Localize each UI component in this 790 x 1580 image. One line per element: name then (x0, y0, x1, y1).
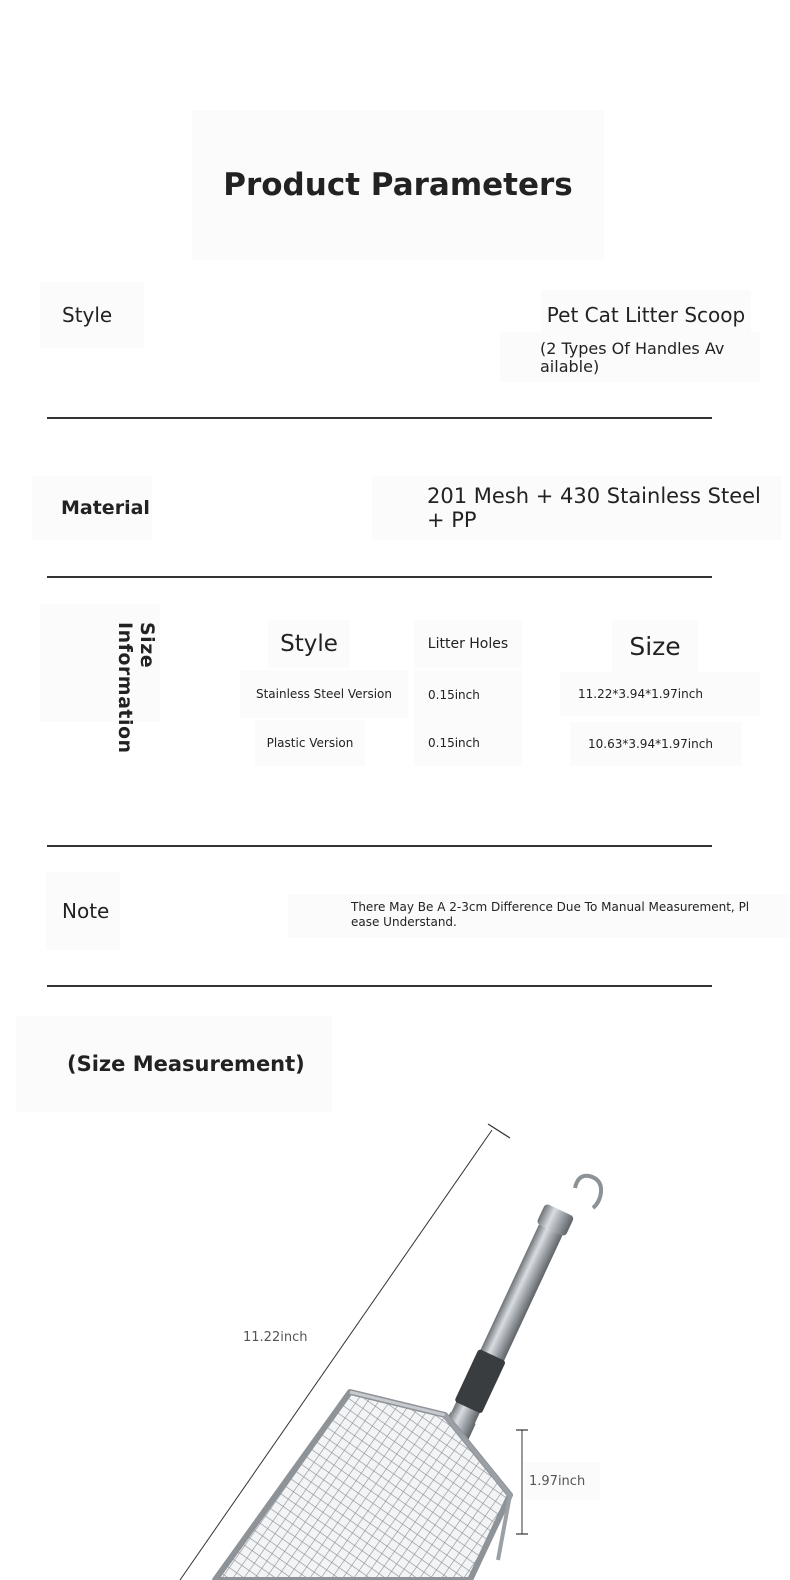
length-measurement-label: 11.22inch (243, 1330, 308, 1345)
size-table-row-2-holes: 0.15inch (414, 720, 522, 766)
note-label: Note (46, 872, 120, 950)
size-table-row-1-size: 11.22*3.94*1.97inch (560, 672, 760, 716)
size-table-header-holes: Litter Holes (414, 620, 522, 668)
style-note-box (500, 332, 760, 382)
note-value-box (288, 894, 788, 938)
size-table-row-2-size: 10.63*3.94*1.97inch (570, 722, 742, 766)
litter-scoop-illustration (0, 1110, 790, 1580)
page-title: Product Parameters (192, 110, 604, 260)
style-label: Style (40, 282, 144, 348)
scoop-handle (436, 1176, 601, 1451)
height-measurement-label: 1.97inch (524, 1462, 600, 1500)
style-value: Pet Cat Litter Scoop (541, 290, 751, 340)
note-value-line-1: There May Be A 2-3cm Difference Due To Manual Measurement, Pl (351, 900, 750, 914)
divider-2 (47, 576, 712, 578)
size-table-row-1-style: Stainless Steel Version (240, 670, 408, 718)
divider-3 (47, 845, 712, 847)
size-table-row-1-holes: 0.15inch (414, 670, 522, 720)
size-table-header-style: Style (268, 620, 350, 668)
size-measurement-heading: (Size Measurement) (16, 1016, 332, 1112)
size-info-label: Size Information (114, 622, 158, 754)
size-table-header-size: Size (612, 620, 698, 672)
size-table-row-2-style: Plastic Version (255, 720, 365, 766)
style-note-line-2: ailable) (540, 357, 600, 376)
style-note-line-1: (2 Types Of Handles Av (540, 339, 725, 358)
note-value-line-2: ease Understand. (351, 915, 457, 929)
divider-4 (47, 985, 712, 987)
divider-1 (47, 417, 712, 419)
material-value: 201 Mesh + 430 Stainless Steel + PP (372, 476, 782, 540)
material-label: Material (32, 476, 152, 540)
